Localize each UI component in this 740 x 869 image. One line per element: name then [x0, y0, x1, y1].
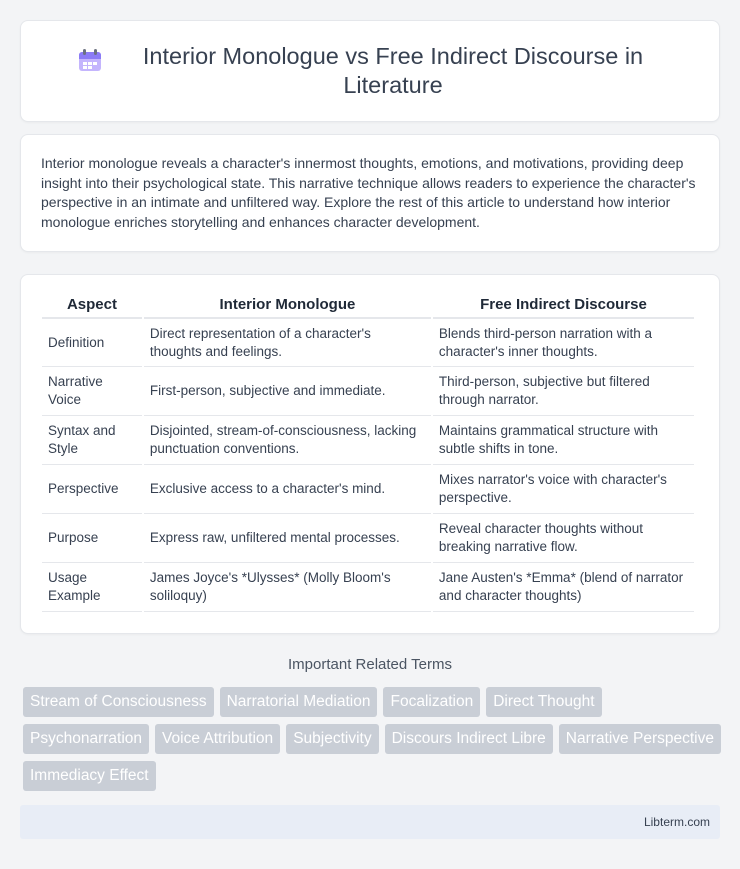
header-interior-monologue: Interior Monologue — [144, 295, 431, 319]
tag-focalization[interactable]: Focalization — [383, 687, 480, 717]
table-row — [42, 416, 694, 465]
tag-discours-indirect-libre[interactable]: Discours Indirect Libre — [385, 724, 553, 754]
row-free-indirect-discourse: Blends third-person narration with a character's inner thoughts. — [433, 319, 694, 367]
row-free-indirect-discourse: Jane Austen's *Emma* (blend of narrator and character thoughts) — [433, 563, 694, 612]
header-aspect: Aspect — [42, 295, 142, 319]
intro-card — [20, 134, 720, 252]
tag-psychonarration[interactable]: Psychonarration — [23, 724, 149, 754]
row-aspect: Definition — [42, 319, 142, 367]
row-free-indirect-discourse: Maintains grammatical structure with subtle shifts in tone. — [433, 416, 694, 465]
row-interior-monologue: Direct representation of a character's thoughts and feelings. — [144, 319, 431, 367]
row-free-indirect-discourse: Mixes narrator's voice with character's perspective. — [433, 465, 694, 514]
tag-voice-attribution[interactable]: Voice Attribution — [155, 724, 280, 754]
tag-direct-thought[interactable]: Direct Thought — [486, 687, 601, 717]
row-interior-monologue: Express raw, unfiltered mental processes. — [144, 514, 431, 563]
footer — [20, 805, 720, 839]
title-wrap — [50, 42, 690, 100]
header-free-indirect-discourse: Free Indirect Discourse — [433, 295, 694, 319]
page-title: Interior Monologue vs Free Indirect Discourse in Literature — [142, 43, 644, 98]
tag-narratorial-mediation[interactable]: Narratorial Mediation — [220, 687, 378, 717]
row-aspect: Syntax and Style — [42, 416, 142, 465]
intro-text: Interior monologue reveals a character's innermost thoughts, emotions, and motivations, providing deep insight into their psychological state. This narrative technique allows readers to experience the character's perspective in an intimate and unfiltered way. Explore the rest of this article to understand how interior monologue enriches storytelling and enhances character development. — [41, 155, 696, 230]
comparison-table-card — [20, 274, 720, 634]
row-aspect: Usage Example — [42, 563, 142, 612]
related-terms-tags — [23, 687, 723, 791]
table-header-row — [42, 295, 694, 319]
comparison-table — [40, 295, 696, 612]
tag-stream-of-consciousness[interactable]: Stream of Consciousness — [23, 687, 214, 717]
row-aspect: Perspective — [42, 465, 142, 514]
related-terms-title: Important Related Terms — [288, 656, 452, 673]
calendar-icon — [77, 47, 103, 73]
row-interior-monologue: First-person, subjective and immediate. — [144, 367, 431, 416]
table-row — [42, 465, 694, 514]
row-interior-monologue: Exclusive access to a character's mind. — [144, 465, 431, 514]
tag-narrative-perspective[interactable]: Narrative Perspective — [559, 724, 721, 754]
row-aspect: Purpose — [42, 514, 142, 563]
tag-subjectivity[interactable]: Subjectivity — [286, 724, 378, 754]
table-row — [42, 367, 694, 416]
row-aspect: Narrative Voice — [42, 367, 142, 416]
footer-site-link[interactable]: Libterm.com — [643, 815, 710, 829]
table-row — [42, 514, 694, 563]
row-interior-monologue: James Joyce's *Ulysses* (Molly Bloom's soliloquy) — [144, 563, 431, 612]
row-free-indirect-discourse: Third-person, subjective but filtered through narrator. — [433, 367, 694, 416]
tag-immediacy-effect[interactable]: Immediacy Effect — [23, 761, 156, 791]
title-card — [20, 20, 720, 122]
table-row — [42, 319, 694, 367]
row-interior-monologue: Disjointed, stream-of-consciousness, lacking punctuation conventions. — [144, 416, 431, 465]
table-row — [42, 563, 694, 612]
row-free-indirect-discourse: Reveal character thoughts without breaking narrative flow. — [433, 514, 694, 563]
